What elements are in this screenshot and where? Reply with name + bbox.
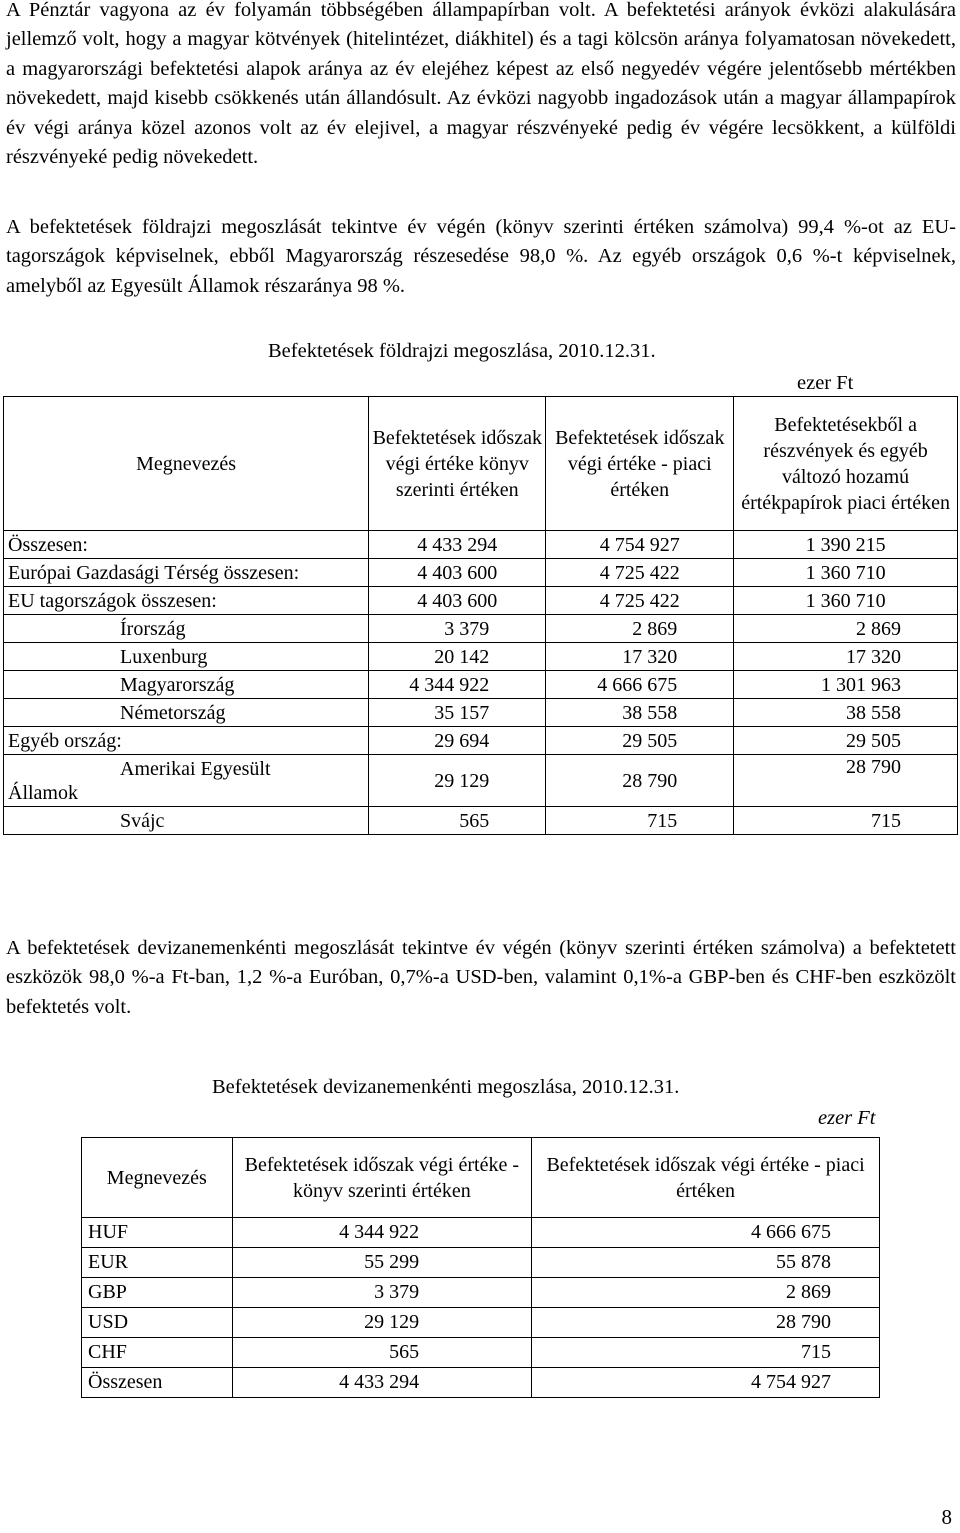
cell-book: 3 379	[232, 1278, 532, 1308]
cell-book: 4 433 294	[232, 1368, 532, 1398]
table-row	[4, 587, 958, 615]
cell-market: 17 320	[546, 643, 734, 671]
cell-book: 4 344 922	[369, 671, 546, 699]
table-row	[4, 699, 958, 727]
row-name-line2: Államok	[8, 781, 78, 804]
cell-equity: 1 360 710	[734, 559, 958, 587]
row-name: Luxenburg	[4, 643, 369, 671]
cell-book: 55 299	[232, 1248, 532, 1278]
table-row	[82, 1338, 880, 1368]
cell-market: 4 725 422	[546, 559, 734, 587]
row-name: Egyéb ország:	[4, 727, 369, 755]
cell-book: 29 694	[369, 727, 546, 755]
row-name: Magyarország	[4, 671, 369, 699]
table-row	[4, 727, 958, 755]
cell-market: 38 558	[546, 699, 734, 727]
row-name: Svájc	[4, 807, 369, 835]
cell-market: 28 790	[532, 1308, 880, 1338]
currency-table-title: Befektetések devizanemenkénti megoszlása, 2010.12.31.	[212, 1076, 680, 1098]
row-name: Összesen	[82, 1368, 233, 1398]
table-header-row	[82, 1138, 880, 1218]
cell-equity: 2 869	[734, 615, 958, 643]
row-name-line1: Amerikai Egyesült	[120, 757, 271, 780]
row-name	[4, 755, 369, 807]
table-row	[82, 1368, 880, 1398]
table-row	[82, 1248, 880, 1278]
row-name: CHF	[82, 1338, 233, 1368]
header-book-value: Befektetések időszak végi értéke könyv szerinti értéken	[369, 397, 546, 531]
cell-market: 4 666 675	[532, 1218, 880, 1248]
row-name: Németország	[4, 699, 369, 727]
header-name: Megnevezés	[82, 1138, 233, 1218]
cell-book: 3 379	[369, 615, 546, 643]
header-equity-value: Befektetésekből a részvények és egyéb változó hozamú értékpapírok piaci értéken	[734, 397, 958, 531]
cell-market: 2 869	[546, 615, 734, 643]
cell-equity: 715	[734, 807, 958, 835]
header-market-value: Befektetések időszak végi értéke - piaci értéken	[546, 397, 734, 531]
cell-market: 4 754 927	[546, 531, 734, 559]
geo-table-title: Befektetések földrajzi megoszlása, 2010.12.31.	[268, 340, 656, 362]
geo-table-unit: ezer Ft	[797, 372, 854, 394]
cell-equity: 17 320	[734, 643, 958, 671]
table-row	[4, 671, 958, 699]
row-name: EUR	[82, 1248, 233, 1278]
table-row	[82, 1308, 880, 1338]
cell-book: 4 403 600	[369, 559, 546, 587]
cell-book: 565	[232, 1338, 532, 1368]
cell-market: 4 754 927	[532, 1368, 880, 1398]
row-name: Írország	[4, 615, 369, 643]
table-row	[4, 755, 958, 807]
row-name: EU tagországok összesen:	[4, 587, 369, 615]
cell-equity: 1 360 710	[734, 587, 958, 615]
header-market-value: Befektetések időszak végi értéke - piaci értéken	[532, 1138, 880, 1218]
intro-paragraph: A Pénztár vagyona az év folyamán többségében állampapírban volt. A befektetési arányok évközi alakulására jellemző volt, hogy a magyar kötvények (hitelintézet, diákhitel) és a tagi kölcsön aránya folyamatosan növekedett, a magyarországi befektetési alapok aránya az év elejéhez képest az első negyedév végére jelentősebb mértékben növekedett, majd kisebb csökkenés után állandósult. Az évközi nagyobb ingadozások után a magyar állampapírok év végi aránya közel azonos volt az év elejivel, a magyar részvényeké pedig év végére lecsökkent, a külföldi részvényeké pedig növekedett.	[6, 0, 956, 169]
cell-book: 565	[369, 807, 546, 835]
row-name: USD	[82, 1308, 233, 1338]
geographic-distribution-table	[3, 396, 958, 835]
cell-market: 715	[532, 1338, 880, 1368]
table-row	[4, 807, 958, 835]
geographic-paragraph: A befektetések földrajzi megoszlását tekintve év végén (könyv szerinti értéken számolva) 99,4 %-ot az EU-tagországok képviselnek, ebből Magyarország részesedése 98,0 %. Az egyéb országok 0,6 %-t képviselnek, amelyből az Egyesült Államok részaránya 98 %.	[6, 216, 956, 297]
cell-market: 29 505	[546, 727, 734, 755]
row-name: Európai Gazdasági Térség összesen:	[4, 559, 369, 587]
table-row	[4, 643, 958, 671]
cell-equity: 38 558	[734, 699, 958, 727]
cell-market: 715	[546, 807, 734, 835]
cell-market: 28 790	[546, 755, 734, 807]
cell-equity: 1 301 963	[734, 671, 958, 699]
cell-book: 4 433 294	[369, 531, 546, 559]
cell-book: 4 344 922	[232, 1218, 532, 1248]
header-book-value: Befektetések időszak végi értéke - könyv szerinti értéken	[232, 1138, 532, 1218]
currency-table-unit: ezer Ft	[818, 1107, 876, 1129]
cell-market: 4 725 422	[546, 587, 734, 615]
cell-equity: 1 390 215	[734, 531, 958, 559]
table-row	[82, 1278, 880, 1308]
header-name: Megnevezés	[4, 397, 369, 531]
row-name: Összesen:	[4, 531, 369, 559]
cell-market: 4 666 675	[546, 671, 734, 699]
cell-market: 55 878	[532, 1248, 880, 1278]
table-row	[4, 615, 958, 643]
currency-paragraph: A befektetések devizanemenkénti megoszlását tekintve év végén (könyv szerinti értéken számolva) a befektetett eszközök 98,0 %-a Ft-ban, 1,2 %-a Euróban, 0,7%-a USD-ben, valamint 0,1%-a GBP-ben és CHF-ben eszközölt befektetés volt.	[6, 937, 956, 1018]
cell-book: 20 142	[369, 643, 546, 671]
row-name: GBP	[82, 1278, 233, 1308]
table-header-row	[4, 397, 958, 531]
cell-book: 35 157	[369, 699, 546, 727]
page-number: 8	[941, 1505, 952, 1529]
cell-equity: 29 505	[734, 727, 958, 755]
table-row	[82, 1218, 880, 1248]
cell-book: 4 403 600	[369, 587, 546, 615]
currency-distribution-table	[81, 1137, 880, 1398]
row-name: HUF	[82, 1218, 233, 1248]
cell-book: 29 129	[369, 755, 546, 807]
cell-market: 2 869	[532, 1278, 880, 1308]
cell-book: 29 129	[232, 1308, 532, 1338]
cell-equity: 28 790	[734, 755, 958, 807]
table-row	[4, 531, 958, 559]
table-row	[4, 559, 958, 587]
